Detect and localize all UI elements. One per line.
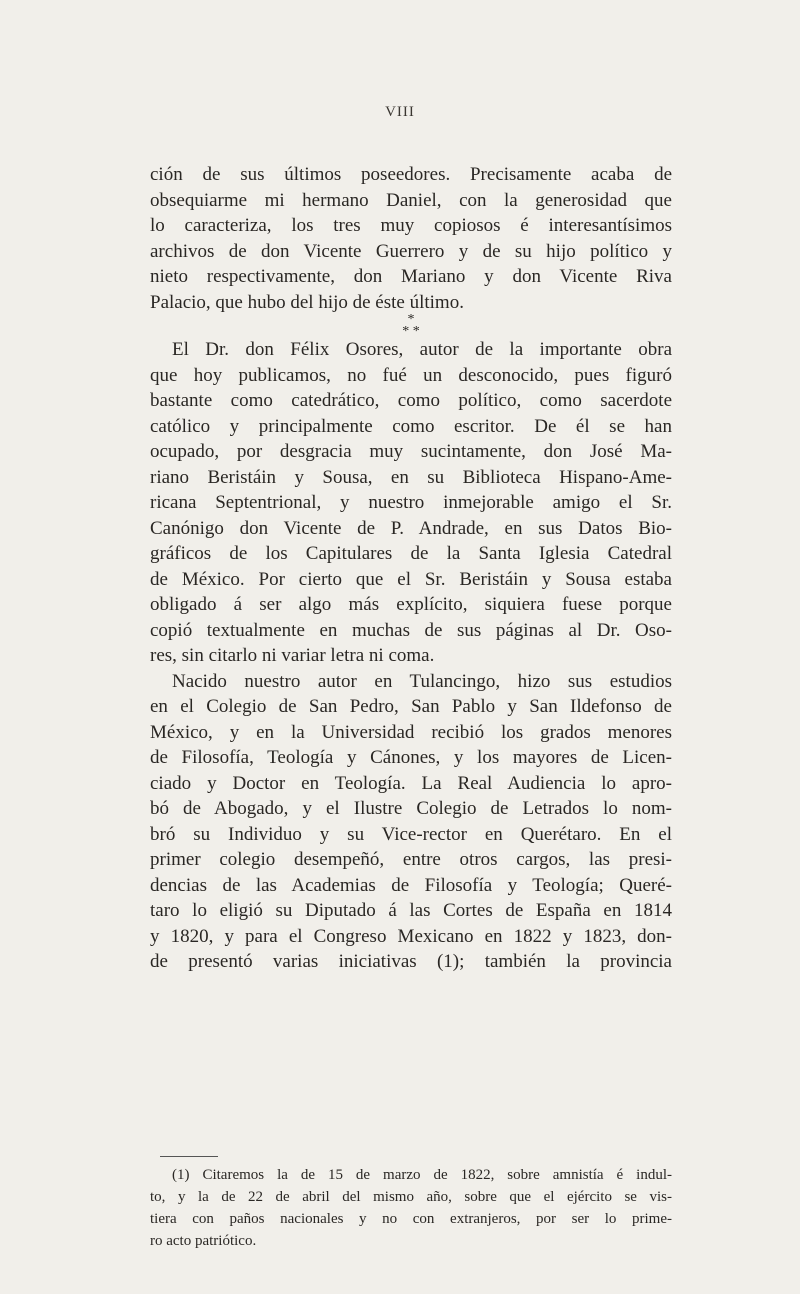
text-line: en el Colegio de San Pedro, San Pablo y San Ildefonso de [150, 696, 672, 717]
text-line: res, sin citarlo ni variar letra ni coma. [150, 645, 435, 666]
text-line: Nacido nuestro autor en Tulancingo, hizo sus estudios [172, 670, 672, 692]
text-line: primer colegio desempeñó, entre otros cargos, las presi- [150, 849, 672, 870]
footnote-line: to, y la de 22 de abril del mismo año, sobre que el ejército se vis- [150, 1189, 672, 1205]
text-line: copió textualmente en muchas de sus páginas al Dr. Oso- [150, 619, 672, 641]
text-line: dencias de las Academias de Filosofía y Teología; Queré- [150, 874, 672, 896]
text-line: El Dr. don Félix Osores, autor de la importante obra [172, 339, 672, 360]
text-line: y 1820, y para el Congreso Mexicano en 1822 y 1823, don- [150, 925, 672, 947]
text-line: taro lo eligió su Diputado á las Cortes de España en 1814 [150, 900, 672, 921]
text-line: ción de sus últimos poseedores. Precisamente acaba de [150, 164, 672, 185]
text-line: obsequiarme mi hermano Daniel, con la generosidad que [150, 189, 672, 211]
footnote-line: tiera con paños nacionales y no con extranjeros, por ser lo prime- [150, 1211, 672, 1227]
text-line: bastante como catedrático, como político, como sacerdote [150, 390, 672, 411]
footnote [150, 1164, 672, 1252]
text-line: lo caracteriza, los tres muy copiosos é interesantísimos [150, 215, 672, 236]
text-line: Palacio, que hubo del hijo de éste último. [150, 291, 464, 313]
text-line: que hoy publicamos, no fué un desconocido, pues figuró [150, 364, 672, 386]
text-line: de Filosofía, Teología y Cánones, y los mayores de Licen- [150, 747, 672, 768]
text-line: obligado á ser algo más explícito, siquiera fuese porque [150, 594, 672, 615]
paragraph-2 [150, 337, 672, 669]
text-line: ciado y Doctor en Teología. La Real Audiencia lo apro- [150, 772, 672, 794]
text-line: de México. Por cierto que el Sr. Beristáin y Sousa estaba [150, 568, 672, 590]
main-text [150, 162, 672, 975]
footnote-rule [160, 1156, 218, 1157]
paragraph-1 [150, 162, 672, 315]
footnote-line: ro acto patriótico. [150, 1233, 257, 1249]
text-line: católico y principalmente como escritor. De él se han [150, 415, 672, 437]
asterism-top: * [407, 312, 415, 327]
text-line: de presentó varias iniciativas (1); también la provincia [150, 951, 672, 972]
text-line: riano Beristáin y Sousa, en su Biblioteca Hispano-Ame- [150, 466, 672, 488]
text-line: bró su Individuo y su Vice-rector en Querétaro. En el [150, 823, 672, 845]
text-line: archivos de don Vicente Guerrero y de su hijo político y [150, 240, 672, 262]
text-line: nieto respectivamente, don Mariano y don Vicente Riva [150, 266, 672, 287]
text-line: ocupado, por desgracia muy sucintamente, don José Ma- [150, 441, 672, 462]
paragraph-3 [150, 669, 672, 975]
asterism-bottom: * * [402, 324, 420, 339]
page-number: VIII [385, 104, 415, 120]
text-line: México, y en la Universidad recibió los grados menores [150, 721, 672, 743]
footnote-line: (1) Citaremos la de 15 de marzo de 1822, sobre amnistía é indul- [172, 1167, 672, 1183]
text-line: ricana Septentrional, y nuestro inmejorable amigo el Sr. [150, 492, 672, 513]
text-line: bó de Abogado, y el Ilustre Colegio de Letrados lo nom- [150, 798, 672, 819]
text-line: gráficos de los Capitulares de la Santa Iglesia Catedral [150, 543, 672, 564]
asterism-divider [150, 312, 672, 339]
text-line: Canónigo don Vicente de P. Andrade, en sus Datos Bio- [150, 517, 672, 539]
